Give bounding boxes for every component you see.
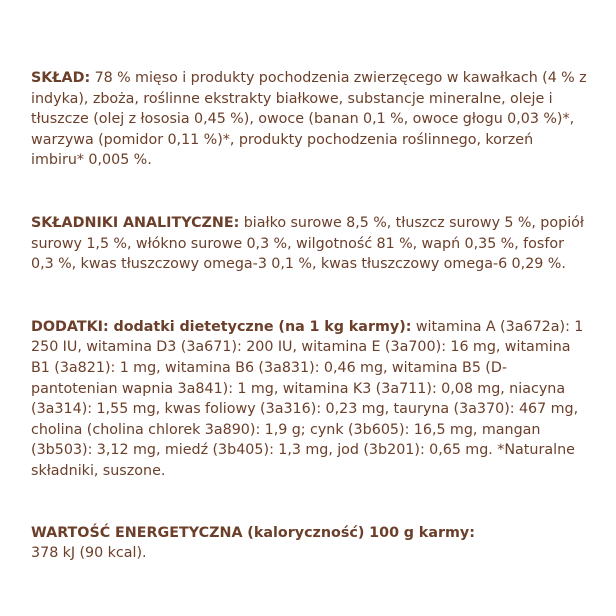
ingredients-label-sheet [31, 68, 589, 564]
composition-heading: SKŁAD: [31, 70, 91, 86]
analytical-constituents-text: białko surowe 8,5 %, tłuszcz surowy 5 %, popiół surowy 1,5 %, włókno surowe 0,3 %, wilgotność 81 %, wapń 0,35 %, fosfor 0,3 %, kwas tłuszczowy omega-3 0,1 %, kwas tłuszczowy omega-6 0,29 %. [31, 214, 584, 273]
composition-text: 78 % mięso i produkty pochodzenia zwierzęcego w kawałkach (4 % z indyka), zboża, roślinne ekstrakty białkowe, substancje mineralne, oleje i tłuszcze (olej z łososia 0,45 %), owoce (banan 0,1 %, owoce głogu 0,03 %)*, warzywa (pomidor 0,11 %)*, produkty pochodzenia roślinnego, korzeń imbiru* 0,005 %. [31, 70, 587, 169]
additives-heading: DODATKI: dodatki dietetyczne (na 1 kg karmy): [31, 318, 412, 335]
additives-section [31, 317, 589, 482]
additives-text: witamina A (3a672a): 1 250 IU, witamina D3 (3a671): 200 IU, witamina E (3a700): 16 mg, witamina B1 (3a821): 1 mg, witamina B6 (3a831): 0,46 mg, witamina B5 (D-pantotenian wapnia 3a841): 1 mg, witamina K3 (3a711): 0,08 mg, niacyna (3a314): 1,55 mg, kwas foliowy (3a316): 0,23 mg, tauryna (3a370): 467 mg, cholina (cholina chlorek 3a890): 1,9 g; cynk (3b605): 16,5 mg, mangan (3b503): 3,12 mg, miedź (3b405): 1,3 mg, jod (3b201): 0,65 mg. *Naturalne składniki, suszone. [31, 318, 584, 479]
energy-value-text: 378 kJ (90 kcal). [31, 545, 147, 562]
energy-value-heading: WARTOŚĆ ENERGETYCZNA (kaloryczność) 100 g karmy: [31, 524, 475, 541]
analytical-constituents-heading: SKŁADNIKI ANALITYCZNE: [31, 214, 240, 231]
analytical-constituents-section [31, 213, 589, 275]
composition-section [31, 68, 589, 171]
energy-value-section [31, 523, 589, 564]
